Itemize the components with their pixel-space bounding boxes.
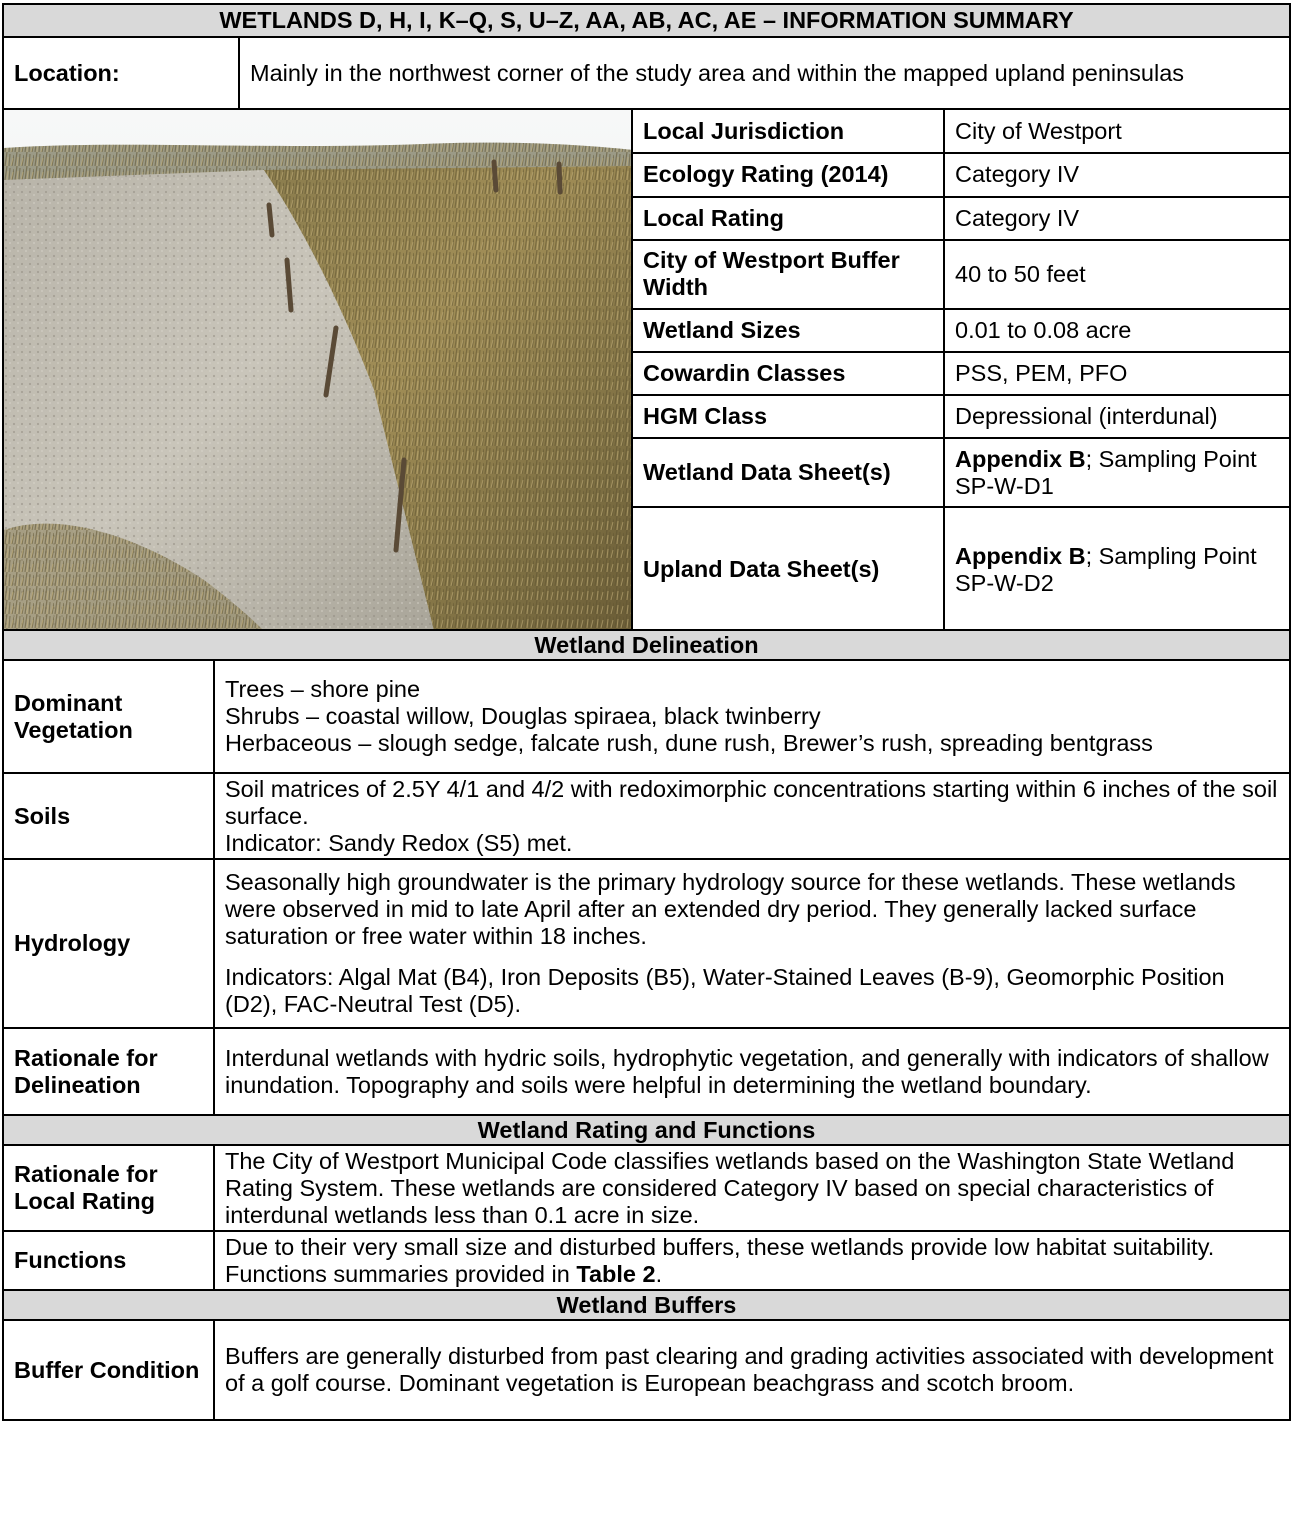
vegetation-value [214, 660, 1290, 773]
summary-top-table [2, 3, 1291, 633]
vegetation-herbaceous: Herbaceous – slough sedge, falcate rush, dune rush, Brewer’s rush, spreading bentgrass [225, 730, 1153, 756]
site-photo [4, 110, 632, 631]
vegetation-shrubs: Shrubs – coastal willow, Douglas spiraea, black twinberry [225, 703, 821, 729]
info-label: City of Westport Buffer Width [632, 240, 944, 309]
info-value: Depressional (interdunal) [944, 395, 1290, 438]
info-label: Wetland Sizes [632, 309, 944, 352]
info-value: Category IV [944, 153, 1290, 196]
section-header-rating: Wetland Rating and Functions [3, 1115, 1290, 1145]
info-value: Category IV [944, 197, 1290, 240]
info-value: City of Westport [944, 109, 1290, 153]
info-value: 40 to 50 feet [944, 240, 1290, 309]
rationale-local-rating-value: The City of Westport Municipal Code classifies wetlands based on the Washington State Wetland Rating System. These wetlands are considered Category IV based on special characteristics of interdunal wetlands less than 0.1 acre in size. [214, 1145, 1290, 1231]
info-label: Local Jurisdiction [632, 109, 944, 153]
sampling-point: ; Sampling Point SP-W-D2 [955, 542, 1257, 596]
vegetation-label: Dominant Vegetation [3, 660, 214, 773]
soils-value [214, 773, 1290, 859]
hydrology-text: Seasonally high groundwater is the primary hydrology source for these wetlands. These wetlands were observed in mid to late April after an extended dry period. They generally lacked surface saturation or free water within 18 inches. [225, 869, 1236, 949]
appendix-ref: Appendix B [955, 445, 1086, 472]
hydrology-label: Hydrology [3, 859, 214, 1028]
summary-title: WETLANDS D, H, I, K–Q, S, U–Z, AA, AB, AC, AE – INFORMATION SUMMARY [3, 4, 1290, 37]
rationale-delineation-label: Rationale for Delineation [3, 1028, 214, 1115]
info-value: PSS, PEM, PFO [944, 352, 1290, 395]
summary-bottom-table [2, 629, 1291, 1421]
sampling-point: ; Sampling Point SP-W-D1 [955, 445, 1257, 499]
location-label: Location: [3, 37, 239, 109]
info-label: HGM Class [632, 395, 944, 438]
hydrology-indicators: Indicators: Algal Mat (B4), Iron Deposits (B5), Water-Stained Leaves (B-9), Geomorphic Position (D2), FAC-Neutral Test (D5). [225, 964, 1225, 1017]
soils-label: Soils [3, 773, 214, 859]
vegetation-trees: Trees – shore pine [225, 676, 421, 702]
functions-period: . [655, 1260, 663, 1287]
section-header-buffers: Wetland Buffers [3, 1290, 1290, 1320]
info-value: 0.01 to 0.08 acre [944, 309, 1290, 352]
functions-label: Functions [3, 1231, 214, 1290]
info-label: Wetland Data Sheet(s) [632, 438, 944, 507]
soils-text: Soil matrices of 2.5Y 4/1 and 4/2 with redoximorphic concentrations starting within 6 inches of the soil surface. [225, 775, 1278, 829]
buffer-condition-label: Buffer Condition [3, 1320, 214, 1420]
rationale-local-rating-label: Rationale for Local Rating [3, 1145, 214, 1231]
info-value [944, 507, 1290, 632]
site-photo-cell [3, 109, 632, 632]
appendix-ref: Appendix B [955, 542, 1086, 569]
soils-indicator: Indicator: Sandy Redox (S5) met. [225, 829, 573, 856]
info-value [944, 438, 1290, 507]
rationale-delineation-value: Interdunal wetlands with hydric soils, hydrophytic vegetation, and generally with indicators of shallow inundation. Topography and soils were helpful in determining the wetland boundary. [214, 1028, 1290, 1115]
info-label: Upland Data Sheet(s) [632, 507, 944, 632]
info-label: Local Rating [632, 197, 944, 240]
location-value: Mainly in the northwest corner of the study area and within the mapped upland peninsulas [239, 37, 1290, 109]
functions-value [214, 1231, 1290, 1290]
hydrology-value [214, 859, 1290, 1028]
paragraph-gap [225, 950, 1279, 964]
info-label: Ecology Rating (2014) [632, 153, 944, 196]
buffer-condition-value: Buffers are generally disturbed from past clearing and grading activities associated with development of a golf course. Dominant vegetation is European beachgrass and scotch broom. [214, 1320, 1290, 1420]
section-header-delineation: Wetland Delineation [3, 630, 1290, 660]
table-ref: Table 2 [576, 1260, 656, 1287]
info-label: Cowardin Classes [632, 352, 944, 395]
functions-text: Due to their very small size and disturbed buffers, these wetlands provide low habitat suitability. Functions summaries provided in [225, 1233, 1215, 1287]
